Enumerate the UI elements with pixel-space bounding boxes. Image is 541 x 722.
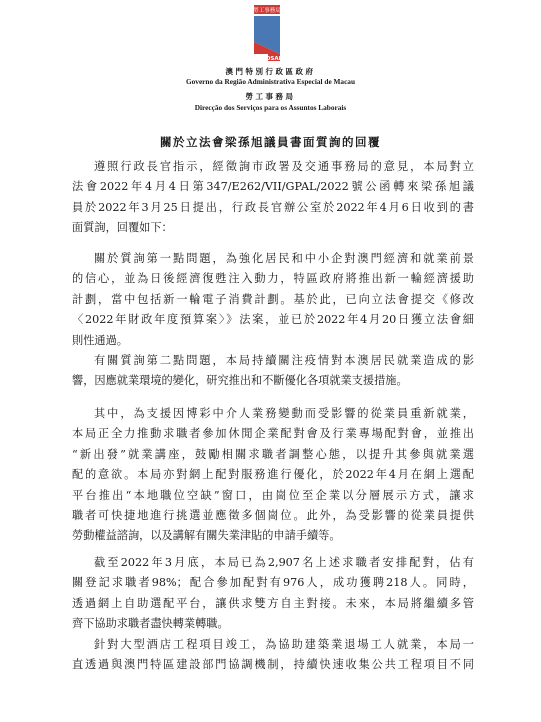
text-line: 的信心，並為日後經濟復甦注入動力，特區政府將推出新一輪經濟援助 <box>72 272 474 286</box>
svg-text:DSAL: DSAL <box>265 56 283 62</box>
paragraph-3 <box>72 351 474 392</box>
text-line: “新出發”就業講座，鼓勵相關求職者調整心態，以提升其參與就業選 <box>72 447 474 461</box>
text-line: 遵照行政長官指示，經徵詢市政署及交通事務局的意見，本局對立 <box>94 160 474 173</box>
paragraph-1 <box>72 157 474 239</box>
text-line: 員於2022年3月25日提出，行政長官辦公室於2022年4月6日收到的書 <box>72 200 474 214</box>
text-line: 針對大型酒店工程項目竣工，為協助建築業退場工人就業，本局一 <box>94 638 474 651</box>
text-line: 平台推出“本地職位空缺”窗口，由崗位至企業以分層展示方式，讓求 <box>72 488 474 502</box>
text-line: 職者可快捷地進行挑選並應徵多個崗位。此外，為受影響的從業員提供 <box>72 508 474 522</box>
text-line: 有關質詢第二點問題，本局持續關注疫情對本澳居民就業造成的影 <box>94 354 474 367</box>
paragraph-5 <box>72 553 474 635</box>
gov-name-pt: Governo da Região Administrativa Especial de Macau <box>185 77 356 86</box>
dept-name-zh: 勞工事務局 <box>245 92 296 101</box>
text-line: 本局正全力推動求職者參加休閒企業配對會及行業專場配對會，並推出 <box>72 427 474 441</box>
text-line: 〈2022年財政年度預算案〉》法案，並已於2022年4月20日獲立法會細 <box>72 313 474 327</box>
text-line: 響，因應就業環境的變化，研究推出和不斷優化各項就業支援措施。 <box>72 374 408 388</box>
document-title: 關於立法會梁孫旭議員書面質詢的回覆 <box>160 135 381 149</box>
text-line: 透過網上自助選配平台，讓供求雙方自主對接。未來，本局將繼續多管 <box>72 596 474 610</box>
text-line: 勞動權益諮詢，以及講解有關失業津貼的申請手續等。 <box>72 529 341 543</box>
text-line: 法會2022年4月4日第347/E262/VII/GPAL/2022號公函轉來梁孫旭議 <box>72 180 474 194</box>
gov-name-zh: 澳門特別行政區政府 <box>225 67 316 76</box>
text-line: 直透過與澳門特區建設部門協調機制，持續快速收集公共工程項目不同 <box>72 658 474 672</box>
dept-name-pt: Direcção dos Serviços para os Assuntos Laborais <box>194 103 347 112</box>
text-line: 計劃，當中包括新一輪電子消費計劃。基於此，已向立法會提交《修改 <box>72 292 474 306</box>
text-line: 則性通過。 <box>72 333 128 347</box>
dsal-logo <box>224 2 314 66</box>
paragraph-6 <box>72 635 474 676</box>
text-line: 其中，為支援因博彩中介人業務變動而受影響的從業員重新就業， <box>94 407 474 420</box>
paragraph-2 <box>72 249 474 351</box>
text-line: 齊下協助求職者盡快轉業轉職。 <box>72 617 229 631</box>
text-line: 配的意欲。本局亦對網上配對服務進行優化，於2022年4月在網上選配 <box>72 468 474 482</box>
text-line: 關於質詢第一點問題，為強化居民和中小企對澳門經濟和就業前景 <box>94 252 474 265</box>
paragraph-4 <box>72 404 474 547</box>
text-line: 截至2022年3月底，本局已為2,907名上述求職者安排配對，佔有 <box>94 556 474 569</box>
text-line: 關登記求職者98%；配合參加配對有976人，成功獲聘218人。同時， <box>72 576 474 590</box>
text-line: 面質詢，回覆如下： <box>72 221 173 235</box>
svg-text:勞工事務局: 勞工事務局 <box>253 8 281 14</box>
